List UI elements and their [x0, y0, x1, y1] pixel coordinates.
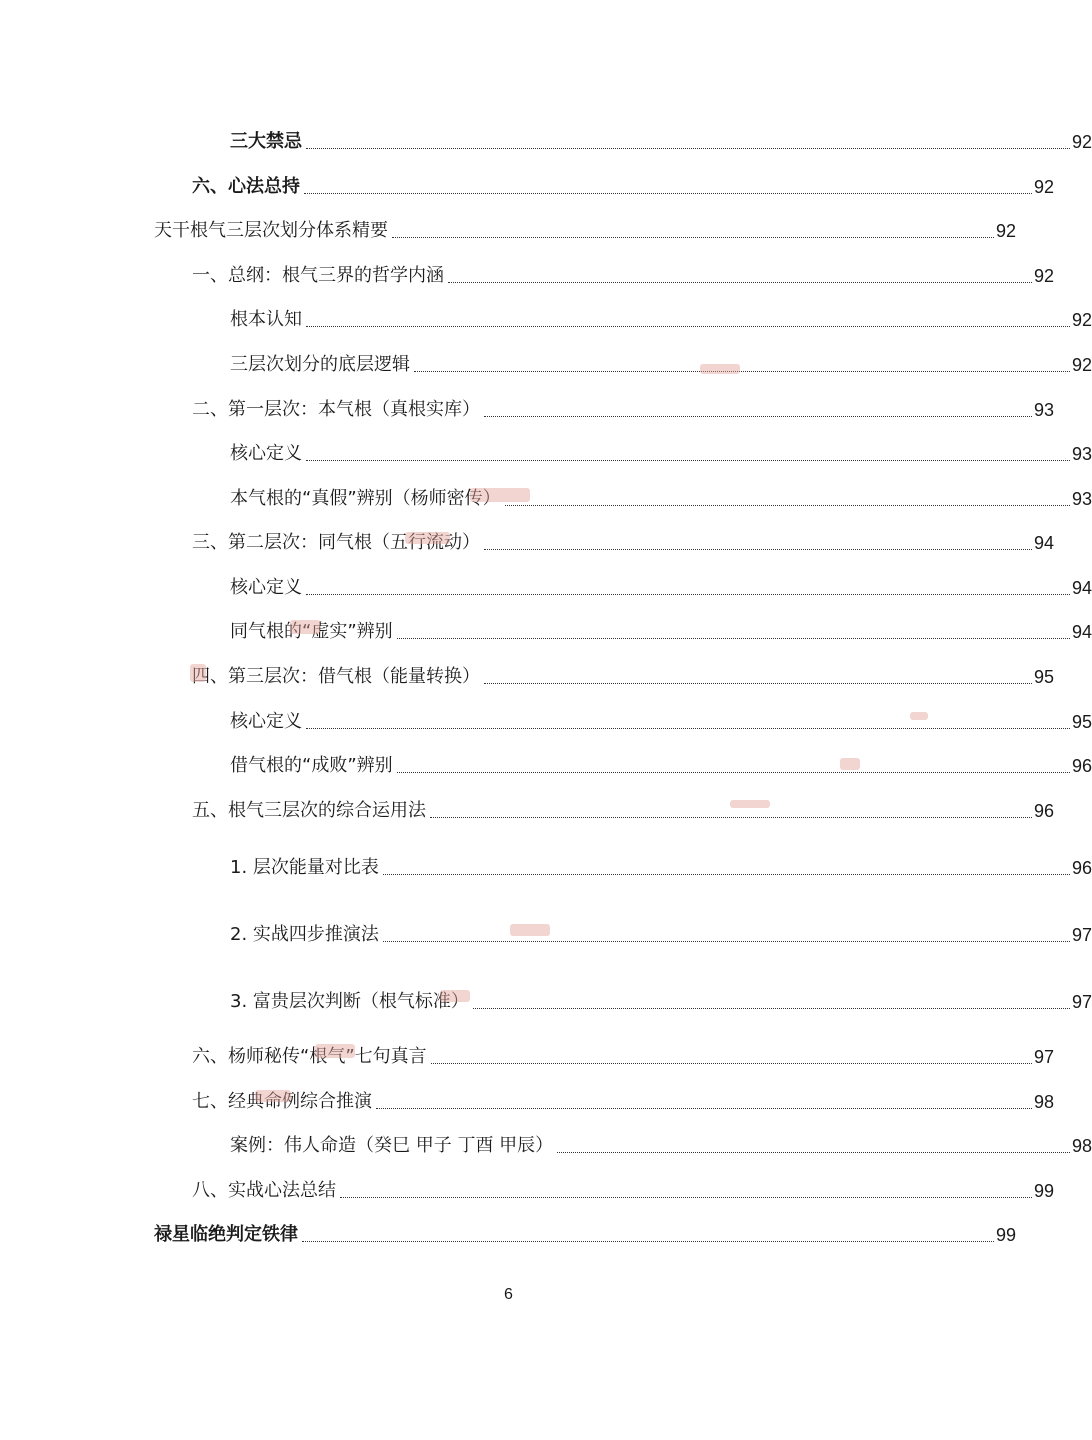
- toc-entry[interactable]: [0, 916, 1092, 946]
- toc-entry-label: 3. 富贵层次判断（根气标准）: [230, 991, 469, 1012]
- toc-entry[interactable]: [0, 613, 1092, 643]
- toc-entry[interactable]: [0, 658, 1054, 688]
- toc-entry-label: 六、杨师秘传“根气”七句真言: [192, 1046, 427, 1067]
- toc-entry[interactable]: [0, 1083, 1054, 1113]
- toc-entry-label: 七、经典命例综合推演: [192, 1091, 372, 1112]
- toc-entry-label: 禄星临绝判定铁律: [154, 1224, 298, 1245]
- toc-entry-page: 96: [1071, 756, 1092, 776]
- toc-entry-page: 99: [995, 1225, 1016, 1245]
- dot-leader: [484, 548, 1032, 550]
- toc-entry-page: 94: [1071, 622, 1092, 642]
- toc-entry-label: 五、根气三层次的综合运用法: [192, 800, 426, 821]
- toc-entry[interactable]: [0, 212, 1016, 242]
- toc-entry-label: 二、第一层次：本气根（真根实库）: [192, 399, 480, 420]
- dot-leader: [392, 236, 994, 238]
- toc-entry-page: 92: [1071, 132, 1092, 152]
- dot-leader: [484, 682, 1032, 684]
- toc-entry-page: 92: [1033, 266, 1054, 286]
- toc-entry[interactable]: [0, 569, 1092, 599]
- toc-entry[interactable]: [0, 849, 1092, 879]
- toc-entry-page: 94: [1071, 578, 1092, 598]
- toc-entry-page: 96: [1033, 801, 1054, 821]
- toc-entry[interactable]: [0, 983, 1092, 1013]
- toc-entry-label: 八、实战心法总结: [192, 1180, 336, 1201]
- toc-entry-page: 98: [1033, 1092, 1054, 1112]
- dot-leader: [414, 370, 1070, 372]
- toc-entry-label: 本气根的“真假”辨别（杨师密传）: [230, 488, 501, 509]
- toc-entry-label: 天干根气三层次划分体系精要: [154, 220, 388, 241]
- toc-entry-label: 三大禁忌: [230, 131, 302, 152]
- toc-entry-page: 92: [1071, 355, 1092, 375]
- toc-entry-label: 借气根的“成败”辨别: [230, 755, 393, 776]
- toc-entry-page: 95: [1071, 712, 1092, 732]
- dot-leader: [306, 459, 1070, 461]
- toc-entry-page: 97: [1071, 992, 1092, 1012]
- toc-entry[interactable]: [0, 1216, 1016, 1246]
- toc-entry-label: 1. 层次能量对比表: [230, 857, 379, 878]
- toc-entry[interactable]: [0, 435, 1092, 465]
- dot-leader: [306, 727, 1070, 729]
- toc-entry-page: 95: [1033, 667, 1054, 687]
- toc-entry[interactable]: [0, 792, 1054, 822]
- toc-entry-label: 2. 实战四步推演法: [230, 924, 379, 945]
- toc-entry[interactable]: [0, 480, 1092, 510]
- dot-leader: [306, 325, 1070, 327]
- toc-entry-label: 三、第二层次：同气根（五行流动）: [192, 532, 480, 553]
- dot-leader: [304, 192, 1032, 194]
- toc-entry-page: 93: [1071, 489, 1092, 509]
- dot-leader: [431, 1062, 1032, 1064]
- toc-entry[interactable]: [0, 703, 1092, 733]
- dot-leader: [376, 1107, 1032, 1109]
- dot-leader: [383, 873, 1070, 875]
- dot-leader: [302, 1240, 994, 1242]
- toc-entry-label: 核心定义: [230, 443, 302, 464]
- toc-entry-page: 92: [995, 221, 1016, 241]
- toc-entry-label: 三层次划分的底层逻辑: [230, 354, 410, 375]
- dot-leader: [557, 1151, 1070, 1153]
- toc-entry-page: 97: [1071, 925, 1092, 945]
- toc-entry-page: 92: [1071, 310, 1092, 330]
- toc-entry-page: 96: [1071, 858, 1092, 878]
- dot-leader: [448, 281, 1032, 283]
- toc-entry[interactable]: [0, 168, 1054, 198]
- toc-entry-page: 97: [1033, 1047, 1054, 1067]
- dot-leader: [484, 415, 1032, 417]
- toc-entry-label: 核心定义: [230, 577, 302, 598]
- toc-entry[interactable]: [0, 524, 1054, 554]
- toc-entry[interactable]: [0, 301, 1092, 331]
- toc-entry-page: 92: [1033, 177, 1054, 197]
- toc-entry[interactable]: [0, 346, 1092, 376]
- toc-entry-label: 六、心法总持: [192, 176, 300, 197]
- dot-leader: [340, 1196, 1032, 1198]
- toc-entry-page: 93: [1033, 400, 1054, 420]
- toc-entry-label: 同气根的“虚实”辨别: [230, 621, 393, 642]
- toc-entry-page: 98: [1071, 1136, 1092, 1156]
- toc-entry[interactable]: [0, 257, 1054, 287]
- dot-leader: [397, 771, 1070, 773]
- toc-entry[interactable]: [0, 391, 1054, 421]
- dot-leader: [473, 1007, 1070, 1009]
- dot-leader: [306, 147, 1070, 149]
- toc-entry[interactable]: [0, 1127, 1092, 1157]
- dot-leader: [397, 637, 1070, 639]
- toc-entry-page: 93: [1071, 444, 1092, 464]
- toc-entry[interactable]: [0, 1172, 1054, 1202]
- toc-entry-label: 案例：伟人命造（癸巳 甲子 丁酉 甲辰）: [230, 1135, 554, 1156]
- toc-entry[interactable]: [0, 123, 1092, 153]
- dot-leader: [383, 940, 1070, 942]
- dot-leader: [430, 816, 1032, 818]
- toc-entry-label: 核心定义: [230, 711, 302, 732]
- page-number: 6: [504, 1286, 513, 1303]
- toc-entry-label: 根本认知: [230, 309, 302, 330]
- toc-entry[interactable]: [0, 1038, 1054, 1068]
- dot-leader: [306, 593, 1070, 595]
- toc-entry-label: 一、总纲：根气三界的哲学内涵: [192, 265, 444, 286]
- toc-entry-page: 99: [1033, 1181, 1054, 1201]
- toc-entry-label: 四、第三层次：借气根（能量转换）: [192, 666, 480, 687]
- toc-entry[interactable]: [0, 747, 1092, 777]
- dot-leader: [505, 504, 1070, 506]
- toc-entry-page: 94: [1033, 533, 1054, 553]
